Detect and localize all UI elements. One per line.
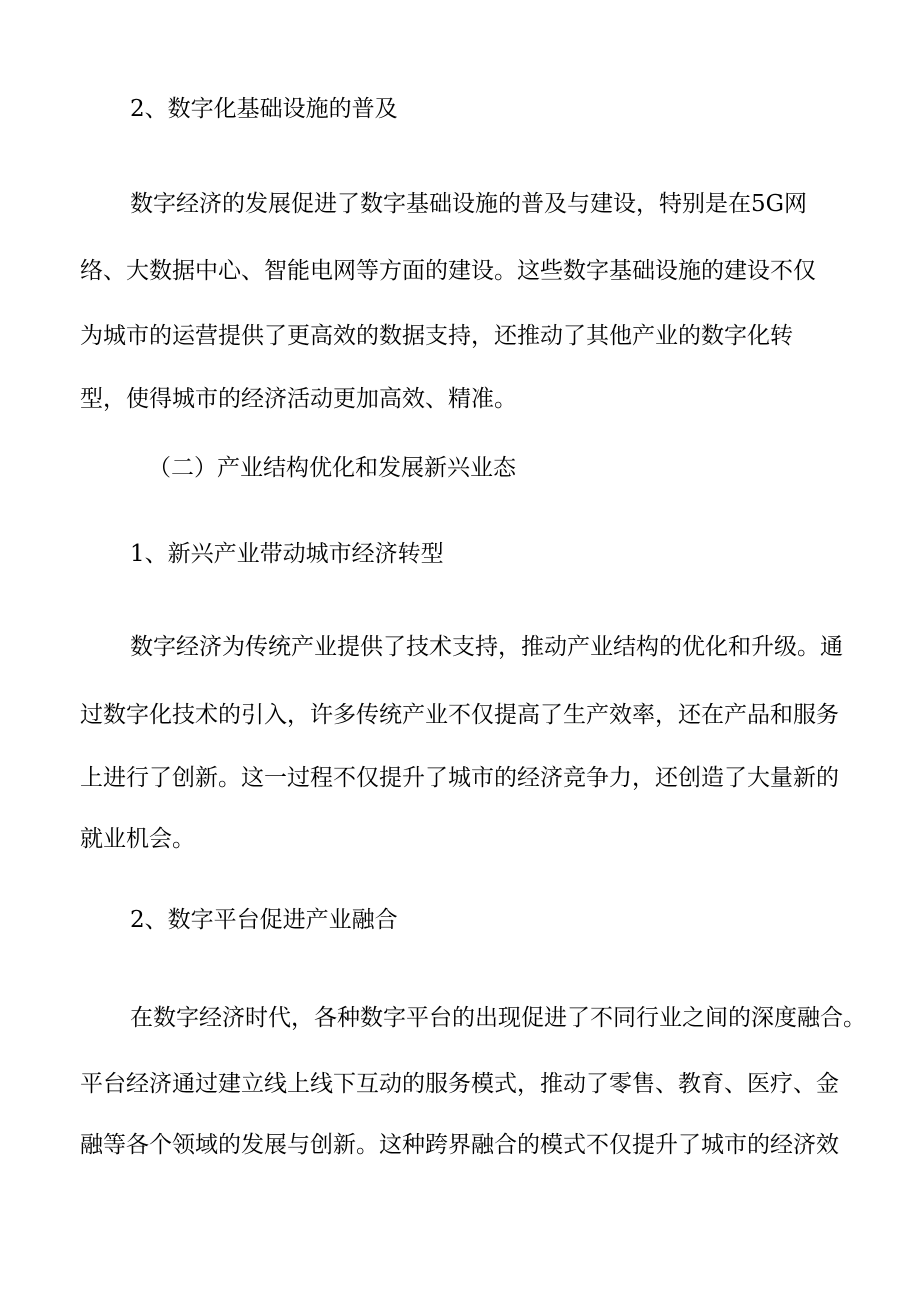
section-heading-platform-integration: 2、数字平台促进产业融合 (130, 907, 398, 933)
section-heading-emerging-industries: 1、新兴产业带动城市经济转型 (130, 541, 444, 567)
paragraph-line: 数字经济为传统产业提供了技术支持，推动产业结构的优化和升级。通 (130, 634, 843, 660)
paragraph-line: 络、大数据中心、智能电网等方面的建设。这些数字基础设施的建设不仅 (80, 258, 816, 284)
paragraph-line: 过数字化技术的引入，许多传统产业不仅提高了生产效率，还在产品和服务 (80, 702, 839, 728)
paragraph-line: 融等各个领域的发展与创新。这种跨界融合的模式不仅提升了城市的经济效 (80, 1132, 839, 1158)
part-heading-industry-structure: （二）产业结构优化和发展新兴业态 (148, 455, 516, 481)
paragraph-line: 就业机会。 (80, 826, 195, 852)
paragraph-line: 上进行了创新。这一过程不仅提升了城市的经济竞争力，还创造了大量新的 (80, 765, 839, 791)
paragraph-line: 型，使得城市的经济活动更加高效、精准。 (80, 386, 517, 412)
paragraph-line: 平台经济通过建立线上线下互动的服务模式，推动了零售、教育、医疗、金 (80, 1071, 839, 1097)
paragraph-line: 数字经济的发展促进了数字基础设施的普及与建设，特别是在5G网 (130, 191, 808, 217)
paragraph-line: 为城市的运营提供了更高效的数据支持，还推动了其他产业的数字化转 (80, 323, 793, 349)
section-heading-infrastructure: 2、数字化基础设施的普及 (130, 96, 398, 122)
paragraph-line: 在数字经济时代，各种数字平台的出现促进了不同行业之间的深度融合。 (130, 1005, 866, 1031)
